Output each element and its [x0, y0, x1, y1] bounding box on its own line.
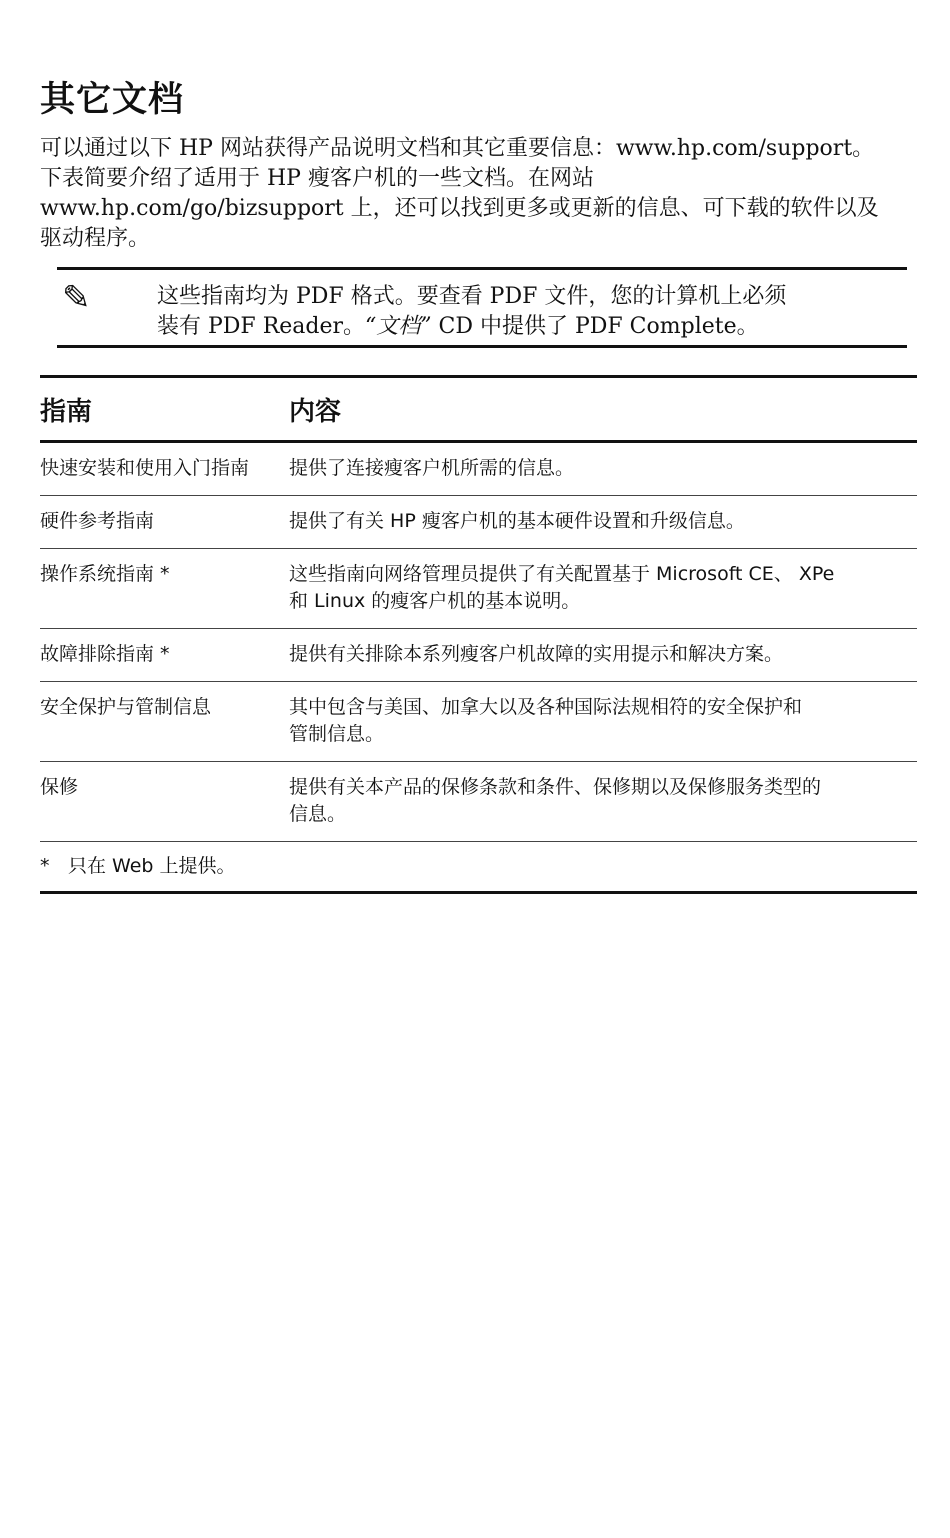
content-line: 提供有关本产品的保修条款和条件、保修期以及保修服务类型的 [289, 776, 822, 798]
content-line: 和 Linux 的瘦客户机的基本说明。 [289, 590, 581, 612]
intro-line: 下表简要介绍了适用于 HP 瘦客户机的一些文档。在网站 [40, 166, 594, 191]
guide-table [40, 375, 917, 894]
note-line-2 [157, 312, 897, 342]
table-header-row [40, 377, 917, 442]
page-title: 其它文档 [40, 80, 185, 120]
table-footnote-row [40, 842, 917, 893]
guide-name-cell: 操作系统指南 * [40, 549, 289, 629]
content-line: 提供有关排除本系列瘦客户机故障的实用提示和解决方案。 [289, 643, 784, 665]
pencil-icon: ✎ [62, 278, 91, 318]
table-row [40, 442, 917, 496]
content-line: 这些指南向网络管理员提供了有关配置基于 Microsoft CE、 XPe [289, 563, 835, 585]
intro-line: 驱动程序。 [40, 226, 151, 251]
content-line: 信息。 [289, 803, 347, 825]
column-header-guide: 指南 [40, 377, 289, 442]
table-row [40, 549, 917, 629]
footnote-text: 只在 Web 上提供。 [68, 855, 236, 877]
intro-paragraph [40, 134, 920, 254]
guide-content-cell [289, 682, 917, 762]
note-text [157, 282, 897, 342]
note-bottom-rule [57, 345, 907, 348]
column-header-content: 内容 [289, 377, 917, 442]
intro-line: 可以通过以下 HP 网站获得产品说明文档和其它重要信息：www.hp.com/support。 [40, 136, 875, 161]
guide-content-cell [289, 549, 917, 629]
guide-name-cell: 安全保护与管制信息 [40, 682, 289, 762]
note-line-2-italic: “文档” [365, 314, 432, 339]
guide-name-cell: 快速安装和使用入门指南 [40, 442, 289, 496]
guide-content-cell [289, 442, 917, 496]
table-row [40, 629, 917, 682]
note-line-1: 这些指南均为 PDF 格式。要查看 PDF 文件，您的计算机上必须 [157, 284, 787, 309]
table-row [40, 682, 917, 762]
note-line-2-after: CD 中提供了 PDF Complete。 [431, 314, 759, 339]
note-top-rule [57, 267, 907, 270]
content-line: 其中包含与美国、加拿大以及各种国际法规相符的安全保护和 [289, 696, 803, 718]
note-line-2-before: 装有 PDF Reader。 [157, 314, 366, 339]
table-row [40, 762, 917, 842]
guide-name-cell: 保修 [40, 762, 289, 842]
guide-content-cell [289, 629, 917, 682]
guide-content-cell [289, 762, 917, 842]
footnote-mark: * [40, 855, 50, 877]
content-line: 提供了连接瘦客户机所需的信息。 [289, 457, 575, 479]
guide-name-cell: 硬件参考指南 [40, 496, 289, 549]
guide-name-cell: 故障排除指南 * [40, 629, 289, 682]
intro-line: www.hp.com/go/bizsupport 上，还可以找到更多或更新的信息、可下载的软件以及 [40, 196, 879, 221]
content-line: 管制信息。 [289, 723, 385, 745]
table-row [40, 496, 917, 549]
table-footnote [40, 842, 917, 893]
content-line: 提供了有关 HP 瘦客户机的基本硬件设置和升级信息。 [289, 510, 745, 532]
guide-content-cell [289, 496, 917, 549]
